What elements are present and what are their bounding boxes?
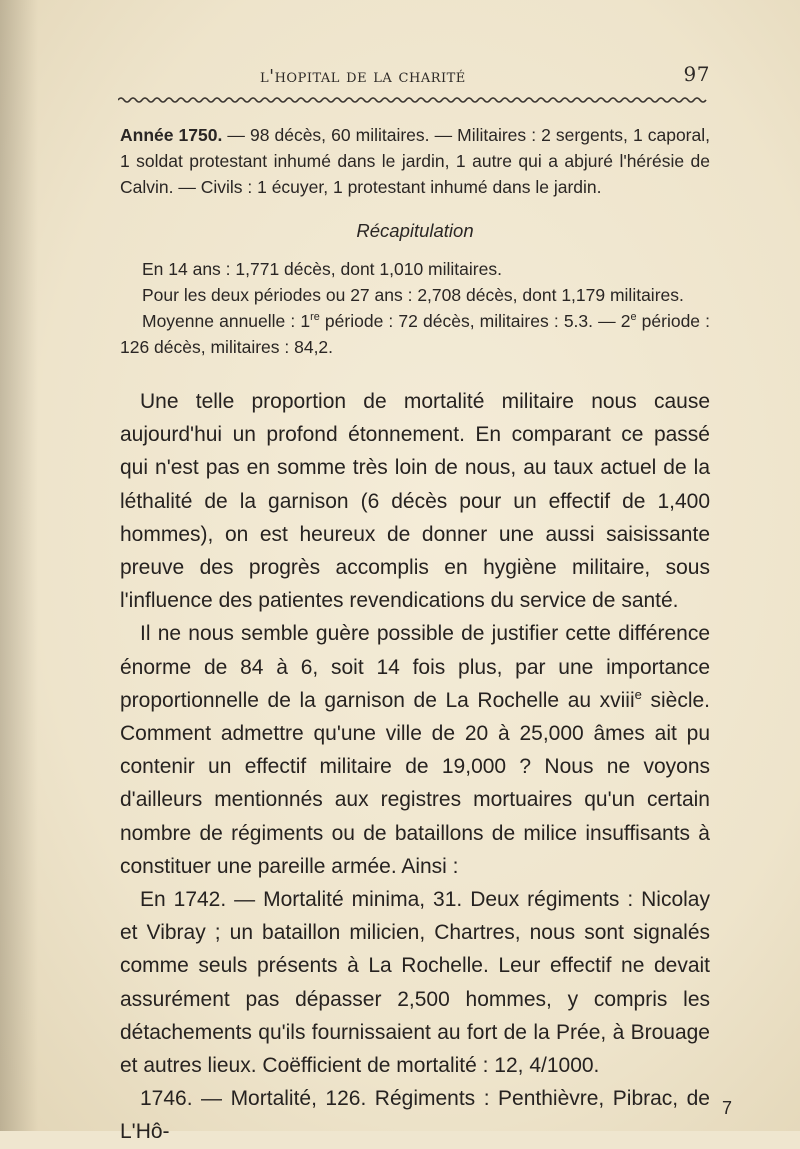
commentary-section: [120, 385, 710, 1149]
recap-line-3-part-b: période : 72 décès, militaires : 5.3. — 2: [319, 311, 631, 331]
entry-1750: [120, 122, 710, 200]
recap-line-3: [120, 308, 710, 360]
signature-mark: 7: [722, 1098, 733, 1118]
page-number: 97: [683, 62, 710, 86]
binding-edge-shadow: [0, 0, 38, 1131]
recap-line-1: En 14 ans : 1,771 décès, dont 1,010 militaires.: [142, 259, 502, 279]
year-label: Année 1750.: [120, 125, 223, 145]
recap-line-3-part-a: Moyenne annuelle : 1: [142, 311, 311, 331]
paragraph-2-part-b: siècle. Comment admettre qu'une ville de 20 à 25,000 âmes ait pu contenir un effectif militaire de 19,000 ? Nous ne voyons d'ailleurs mentionnés aux registres mortuaires qu'un certain nombre de régiments ou de bataillons de milice insuffisants à constituer une pareille armée. Ainsi :: [120, 688, 710, 878]
records-section: [120, 122, 710, 360]
recap-line-3-sup-b: e: [630, 311, 637, 324]
paragraph-2: [120, 617, 710, 883]
entry-1750-text: — 98 décès, 60 militaires. — Militaires : 2 sergents, 1 caporal, 1 soldat protestant inhumé dans le jardin, 1 autre qui a abjuré l'hérésie de Calvin. — Civils : 1 écuyer, 1 protestant inhumé dans le jardin.: [120, 125, 710, 197]
recap-line-3-part-c: période : 126 décès, militaires : 84,2.: [120, 311, 711, 357]
paragraph-1: Une telle proportion de mortalité militaire nous cause aujourd'hui un profond étonnement. En comparant ce passé qui n'est pas en somme très loin de nous, au taux actuel de la léthalité de la garnison (6 décès pour un effectif de 1,400 hommes), on est heureux de donner une aussi saisissante preuve des progrès accomplis en hygiène militaire, sous l'influence des patientes revendications du service de santé.: [120, 390, 710, 613]
paragraph-4: 1746. — Mortalité, 126. Régiments : Penthièvre, Pibrac, de L'Hô-: [120, 1087, 710, 1144]
recap-line-2: Pour les deux périodes ou 27 ans : 2,708 décès, dont 1,179 militaires.: [142, 285, 684, 305]
paragraph-2-sup: e: [634, 686, 642, 702]
ornamental-rule: [118, 95, 708, 105]
recap-line-3-sup-a: re: [310, 311, 320, 324]
paragraph-3: En 1742. — Mortalité minima, 31. Deux régiments : Nicolay et Vibray ; un bataillon milicien, Chartres, nous sont signalés comme seuls présents à La Rochelle. Leur effectif ne devait assurément pas dépasser 2,500 hommes, y compris les détachements qu'ils fournissaient au fort de la Prée, à Brouage et autres lieux. Coëfficient de mortalité : 12, 4/1000.: [120, 888, 710, 1078]
paragraph-2-part-a: Il ne nous semble guère possible de justifier cette différence énorme de 84 à 6, soit 14 fois plus, par une importance proportionnelle de la garnison de La Rochelle au xviii: [120, 622, 710, 712]
running-title: l'hopital de la charité: [260, 66, 466, 87]
recap-title: Récapitulation: [356, 220, 474, 241]
